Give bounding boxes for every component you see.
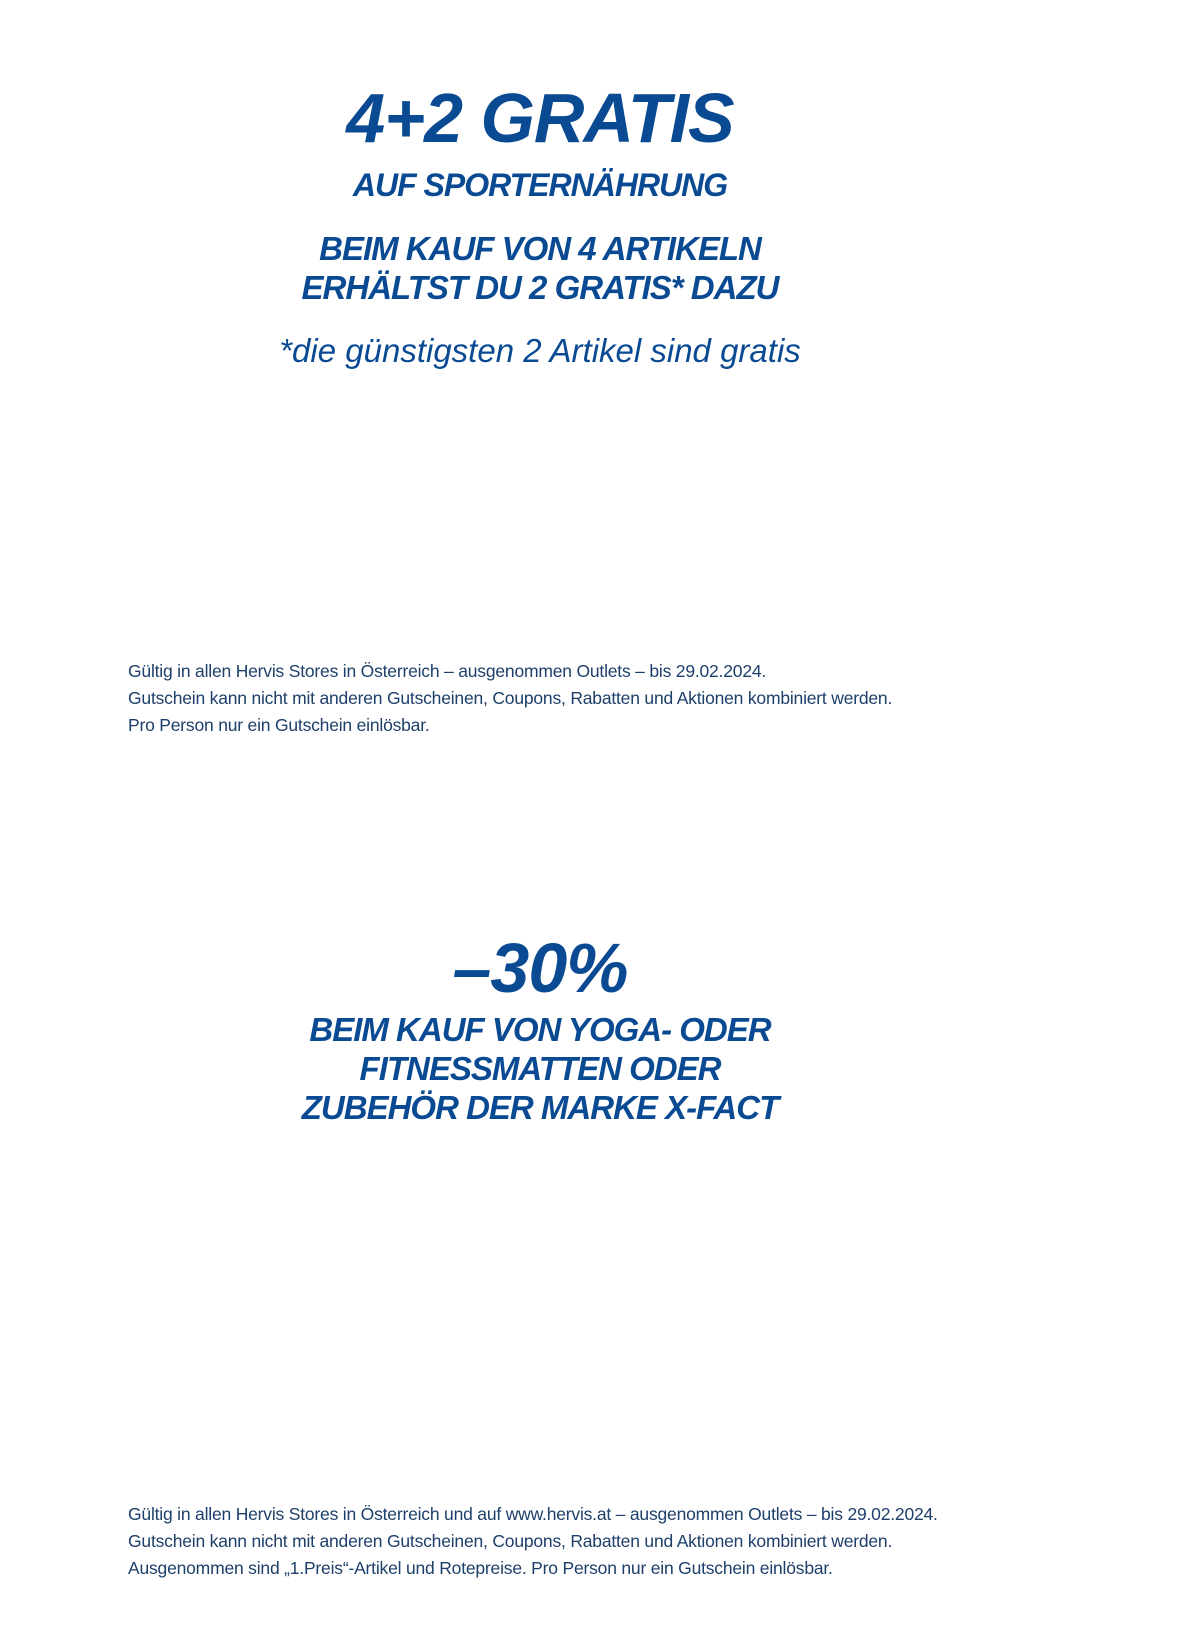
voucher-1-offer-line: ERHÄLTST DU 2 GRATIS* DAZU (301, 269, 779, 306)
voucher-1-terms-line: Pro Person nur ein Gutschein einlösbar. (128, 715, 430, 735)
voucher-1-terms-line: Gutschein kann nicht mit anderen Gutscheinen, Coupons, Rabatten und Aktionen kombiniert werden. (128, 688, 893, 708)
voucher-1-terms-line: Gültig in allen Hervis Stores in Österreich – ausgenommen Outlets – bis 29.02.2024. (128, 661, 767, 681)
voucher-2-terms-line: Ausgenommen sind „1.Preis“-Artikel und Rotepreise. Pro Person nur ein Gutschein einlösbar. (128, 1558, 833, 1578)
voucher-1-headline: 4+2 GRATIS (346, 79, 734, 157)
voucher-1-footnote: *die günstigsten 2 Artikel sind gratis (279, 332, 801, 369)
voucher-2-terms-line: Gutschein kann nicht mit anderen Gutscheinen, Coupons, Rabatten und Aktionen kombiniert werden. (128, 1531, 893, 1551)
voucher-2-offer-line: BEIM KAUF VON YOGA- ODER (309, 1011, 771, 1048)
voucher-2-headline: –30% (452, 929, 628, 1007)
voucher-2-offer-line: FITNESSMATTEN ODER (359, 1050, 721, 1087)
voucher-2-offer-line: ZUBEHÖR DER MARKE X-FACT (301, 1089, 779, 1126)
voucher-2-offer (0, 1010, 1080, 1127)
voucher-yoga-fitness-mats (0, 900, 1200, 1646)
voucher-1-offer (0, 229, 1080, 307)
voucher-2-terms-line: Gültig in allen Hervis Stores in Österreich und auf www.hervis.at – ausgenommen Outlets – bis 29.02.2024. (128, 1504, 938, 1524)
voucher-1-terms (128, 658, 1068, 739)
voucher-1-subheadline: AUF SPORTERNÄHRUNG (352, 167, 728, 203)
voucher-1-offer-line: BEIM KAUF VON 4 ARTIKELN (319, 230, 761, 267)
voucher-sports-nutrition (0, 0, 1200, 800)
voucher-2-terms (128, 1501, 1068, 1582)
